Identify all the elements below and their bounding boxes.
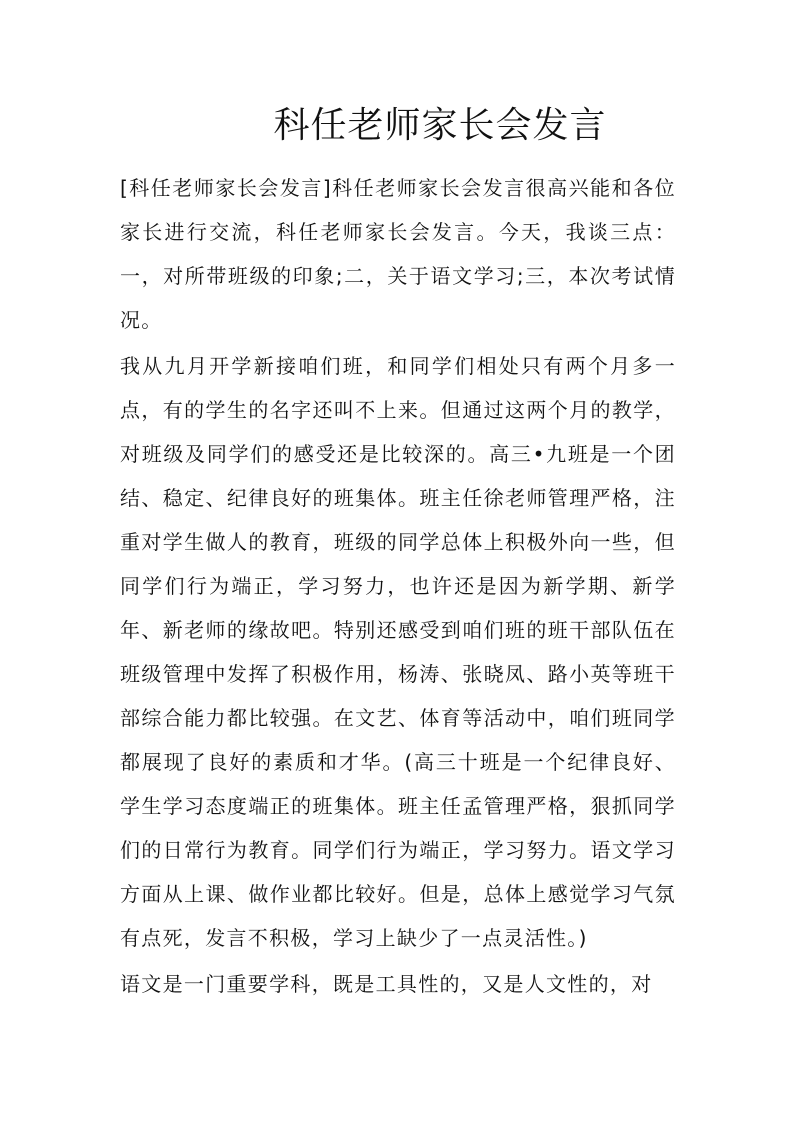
document-body <box>120 166 676 1008</box>
document-title: 科任老师家长会发言 <box>273 105 607 146</box>
paragraph-intro: [科任老师家长会发言]科任老师家长会发言很高兴能和各位家长进行交流，科任老师家长会发言。今天，我谈三点：一，对所带班级的印象;二，关于语文学习;三，本次考试情况。 <box>120 176 676 332</box>
paragraph-chinese-study: 语文是一门重要学科，既是工具性的，又是人文性的，对 <box>120 972 653 996</box>
paragraph-class-impression: 我从九月开学新接咱们班，和同学们相处只有两个月多一点，有的学生的名字还叫不上来。但通过这两个月的教学，对班级及同学们的感受还是比较深的。高三•九班是一个团结、稳定、纪律良好的班集体。班主任徐老师管理严格，注重对学生做人的教育，班级的同学总体上积极外向一些，但同学们行为端正，学习努力，也许还是因为新学期、新学年、新老师的缘故吧。特别还感受到咱们班的班干部队伍在班级管理中发挥了积极作用，杨涛、张晓凤、路小英等班干部综合能力都比较强。在文艺、体育等活动中，咱们班同学都展现了良好的素质和才华。(高三十班是一个纪律良好、学生学习态度端正的班集体。班主任孟管理严格，狠抓同学们的日常行为教育。同学们行为端正，学习努力。语文学习方面从上课、做作业都比较好。但是，总体上感觉学习气氛有点死，发言不积极，学习上缺少了一点灵活性。) <box>120 354 676 950</box>
